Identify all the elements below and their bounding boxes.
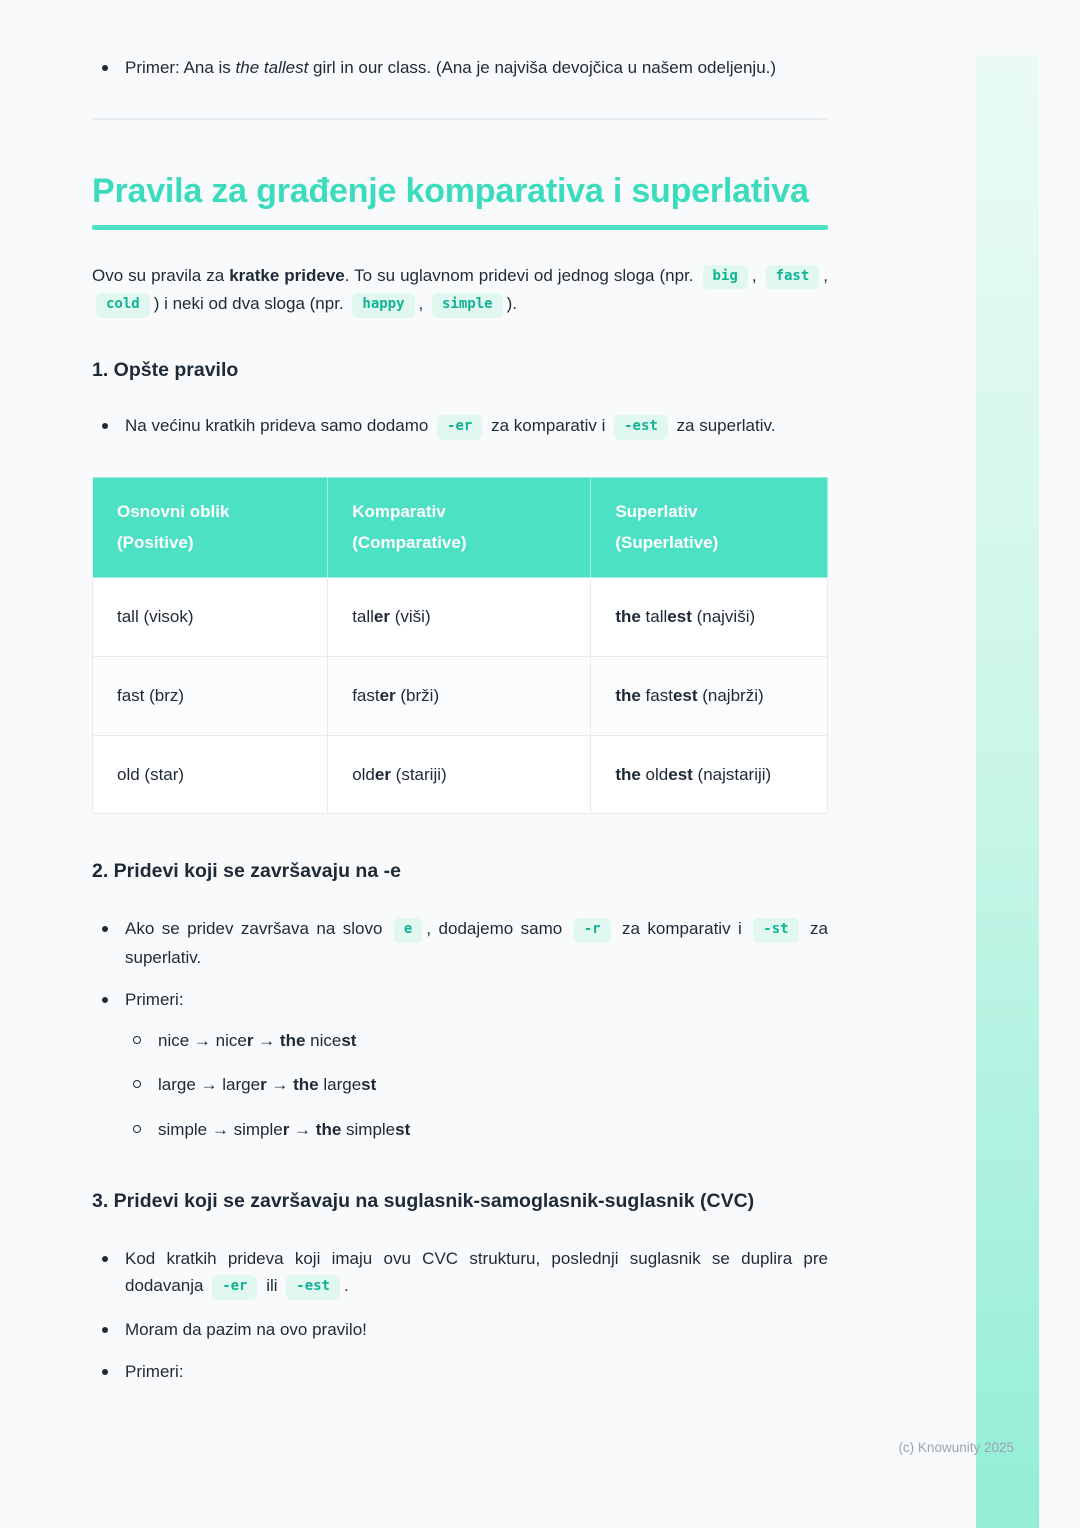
text-segment: old (star) (117, 764, 185, 784)
text-segment: simple (341, 1119, 396, 1139)
header-line-1: Osnovni oblik (117, 501, 230, 521)
text-segment: Ako se pridev završava na slovo (125, 919, 390, 939)
text-segment: er (373, 607, 390, 627)
example-bullet (92, 54, 828, 82)
code-chip: fast (766, 265, 820, 290)
rule-2-examples-list (125, 1027, 828, 1144)
table-body (93, 578, 828, 814)
text-segment: za komparativ i (486, 416, 611, 436)
table-cell-comparative (328, 657, 591, 736)
text-segment: ili (261, 1276, 283, 1296)
text-segment: (najstariji) (692, 764, 772, 784)
text-segment: Primer: Ana is (125, 58, 236, 77)
example-item (125, 1027, 828, 1055)
code-chip: happy (352, 293, 414, 318)
rule-1-list (92, 412, 828, 441)
text-segment: the (615, 764, 641, 784)
text-segment: fast (352, 686, 380, 705)
text-segment: the (293, 1075, 319, 1095)
code-chip: big (703, 265, 748, 290)
code-chip: -er (212, 1275, 257, 1300)
code-chip: -est (614, 415, 668, 440)
text-segment: → (253, 1030, 280, 1050)
text-segment: st (395, 1119, 411, 1139)
table-cell-positive (93, 657, 328, 736)
table-cell-superlative (591, 578, 828, 657)
text-segment: er (374, 764, 391, 784)
rule-3-bullet-examples: Primeri: (92, 1358, 828, 1386)
rule-3-list (92, 1245, 828, 1386)
text-segment: Ovo su pravila za (92, 265, 230, 285)
text-segment: tall (640, 607, 668, 627)
text-segment: girl in our class. (Ana je najviša devojčica u našem odeljenju.) (308, 58, 777, 77)
table-cell-positive (93, 578, 328, 657)
text-segment: . (343, 1276, 349, 1296)
text-segment: the (615, 686, 641, 705)
table-header-row (93, 477, 828, 578)
text-segment: the tallest (235, 58, 309, 77)
text-segment: , (823, 265, 829, 285)
text-segment: tall (visok) (117, 607, 194, 627)
text-segment: ) i neki od dva sloga (npr. (153, 294, 349, 314)
header-line-2: (Positive) (117, 532, 194, 552)
header-line-1: Komparativ (352, 501, 446, 521)
header-line-1: Superlativ (615, 501, 698, 521)
example-item (125, 1071, 828, 1099)
example-item (125, 1116, 828, 1144)
rule-1-bullet (92, 412, 828, 441)
table-row (93, 578, 828, 657)
text-segment: , (751, 265, 762, 285)
table-row (93, 735, 828, 814)
code-chip: -er (437, 415, 482, 440)
text-segment: r (260, 1075, 267, 1095)
code-chip: e (394, 918, 422, 943)
text-segment: nice → nice (158, 1030, 247, 1050)
table-cell-superlative (591, 657, 828, 736)
rule-3-bullet-cvc (92, 1245, 828, 1301)
text-segment: , (418, 294, 428, 314)
text-segment: (viši) (390, 607, 431, 627)
intro-paragraph (92, 262, 828, 319)
text-segment: er (379, 686, 396, 705)
text-segment: → (266, 1075, 294, 1095)
code-chip: -est (286, 1275, 340, 1300)
text-segment: (najbrži) (697, 686, 764, 705)
text-segment: . To su uglavnom pridevi od jednog sloga (npr. (344, 265, 699, 285)
text-segment: Na većinu kratkih prideva samo dodamo (125, 416, 434, 436)
code-chip: -r (574, 918, 611, 943)
header-line-2: (Superlative) (615, 532, 719, 552)
text-segment: old (352, 764, 375, 784)
text-segment: Kod kratkih prideva koji imaju ovu CVC strukturu, poslednji suglasnik se duplira pre dodavanja (125, 1248, 828, 1296)
text-segment: za superlativ. (125, 919, 828, 967)
example-list (92, 54, 828, 82)
text-segment: st (361, 1075, 377, 1095)
page-title: Pravila za građenje komparativa i superlativa (92, 171, 809, 210)
section-divider (92, 118, 828, 120)
text-segment: → (289, 1119, 316, 1139)
table-header-positive (93, 477, 328, 578)
text-segment: fast (640, 686, 673, 705)
table-header-superlative (591, 477, 828, 578)
code-chip: simple (432, 293, 503, 318)
text-segment: est (668, 764, 693, 784)
document-content (92, 0, 828, 1386)
heading-underline-rule (92, 225, 828, 230)
header-line-2: (Comparative) (352, 532, 467, 552)
rule-3-bullet-warning: Moram da pazim na ovo pravilo! (92, 1316, 828, 1344)
table-cell-superlative (591, 735, 828, 814)
examples-label: Primeri: (125, 990, 184, 1010)
table-cell-positive (93, 735, 328, 814)
table-cell-comparative (328, 735, 591, 814)
text-segment: the (279, 1030, 306, 1050)
text-segment: st (341, 1030, 357, 1050)
text-segment: nice (305, 1030, 342, 1050)
comparison-table (92, 477, 828, 814)
text-segment: est (667, 607, 692, 627)
rule-2-heading: 2. Pridevi koji se završavaju na -e (92, 860, 401, 883)
decorative-side-strip (976, 55, 1039, 1528)
text-segment: (stariji) (390, 764, 447, 784)
rule-1-heading: 1. Opšte pravilo (92, 358, 239, 381)
text-segment: za superlativ. (671, 416, 776, 436)
table-head (93, 477, 828, 578)
text-segment: fast (brz) (117, 686, 185, 705)
table-row (93, 657, 828, 736)
text-segment: za komparativ i (614, 919, 750, 939)
rule-2-examples-label (92, 986, 828, 1143)
text-segment: the (315, 1119, 342, 1139)
text-segment: simple → simple (158, 1119, 283, 1139)
text-segment: large → large (158, 1075, 261, 1095)
text-segment: the (615, 607, 641, 627)
text-segment: (brži) (395, 686, 440, 705)
text-segment: old (640, 764, 669, 784)
text-segment: est (672, 686, 698, 705)
rule-3-heading: 3. Pridevi koji se završavaju na suglasnik-samoglasnik-suglasnik (CVC) (92, 1189, 755, 1212)
text-segment: kratke prideve (229, 265, 345, 285)
code-chip: cold (96, 293, 150, 318)
rule-2-bullet (92, 915, 828, 971)
table-cell-comparative (328, 578, 591, 657)
table-header-comparative (328, 477, 591, 578)
footer-credit: (c) Knowunity 2025 (898, 1440, 1014, 1455)
text-segment: large (318, 1075, 362, 1095)
rule-2-list (92, 915, 828, 1143)
text-segment: (najviši) (691, 607, 756, 627)
text-segment: tall (352, 607, 374, 627)
text-segment: ). (506, 294, 517, 314)
code-chip: -st (753, 918, 798, 943)
text-segment: r (282, 1119, 290, 1139)
text-segment: r (246, 1030, 254, 1050)
text-segment: , dodajemo samo (426, 919, 570, 939)
